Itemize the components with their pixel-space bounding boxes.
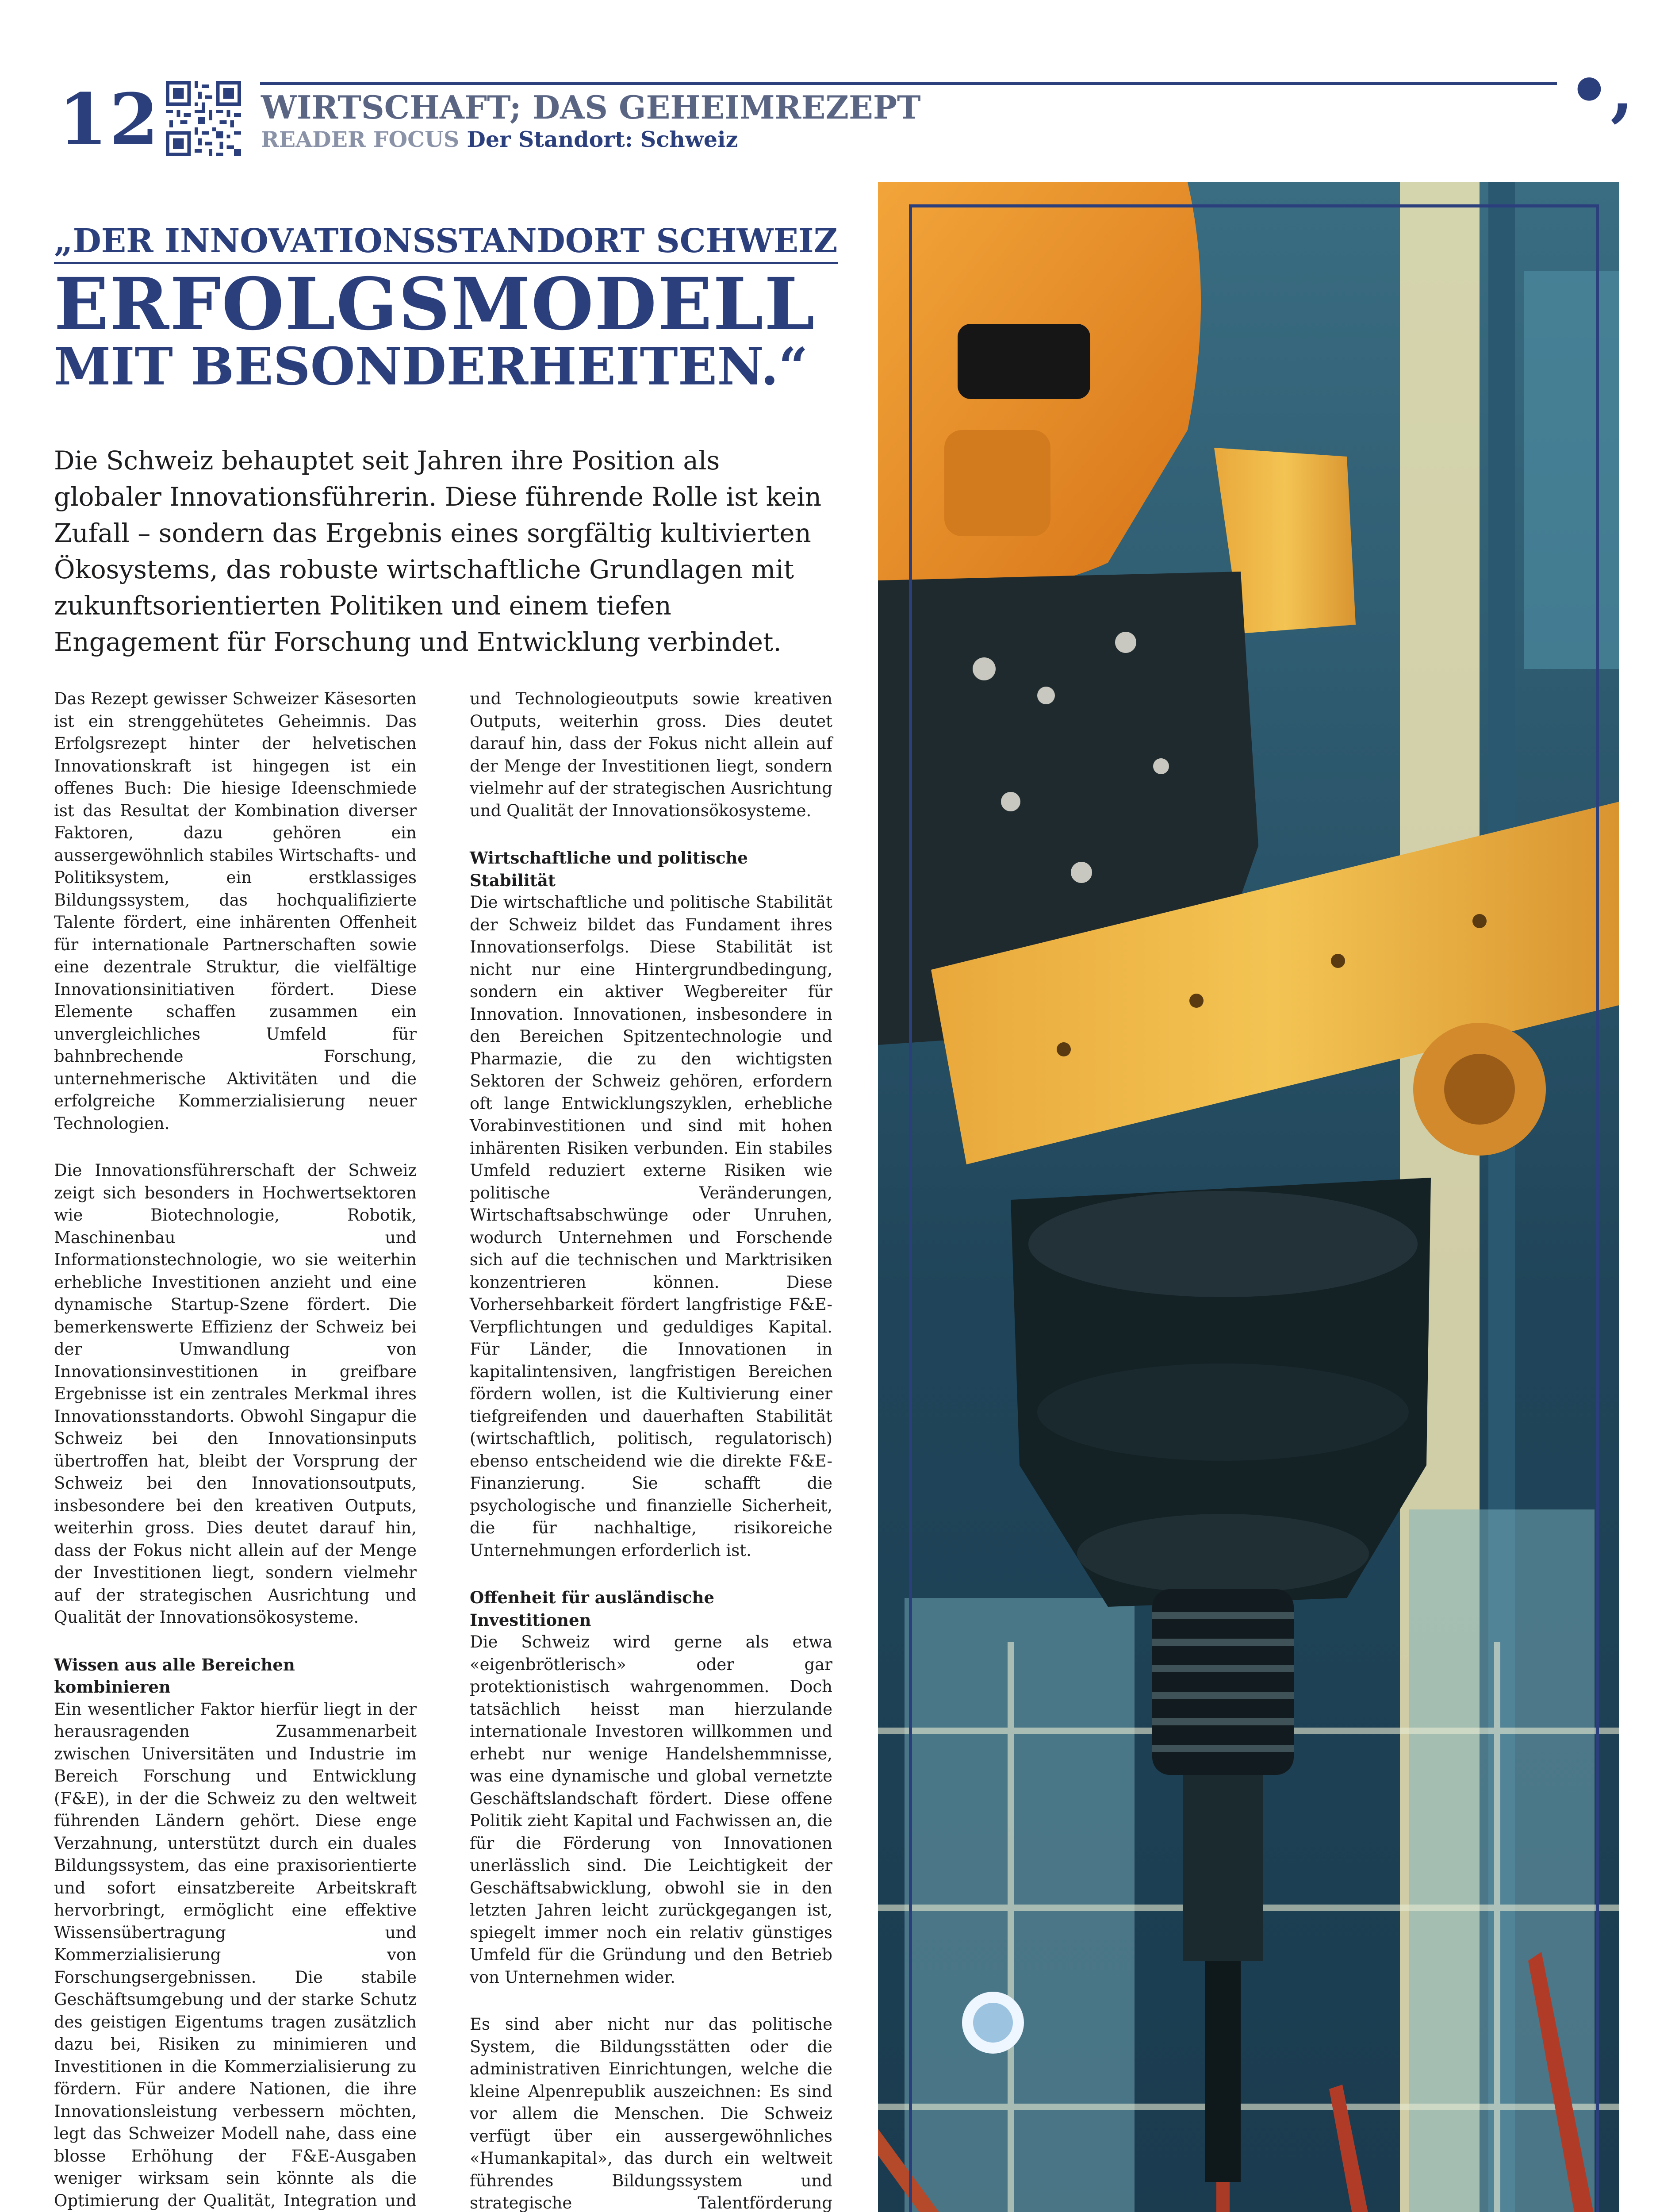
subheading: Offenheit für ausländische Investitionen [470, 1588, 715, 1630]
quote-mark-icon: •, [1568, 52, 1634, 130]
body-paragraph: Das Rezept gewisser Schweizer Käsesorten ist ein strenggehütetes Geheimnis. Das Erfolgsrezept hinter der helvetischen Innovationskraft ist hingegen ist ein offenes Buch: Die hiesige Ideenschmiede ist das Resultat der Kombination diverser Faktoren, dazu gehören ein aussergewöhnlich stabiles Wirtschafts- und Politiksystem, ein erstklassiges Bildungssystem, das hochqualifizierte Talente fördert, eine inhärenten Offenheit für internationale Partnerschaften sowie eine dezentrale Struktur, die vielfältige Innovationsinitiativen fördert. Diese Elemente schaffen zusammen ein unvergleichliches Umfeld für bahnbrechende Forschung, unternehmerische Aktivitäten und die erfolgreiche Kommerzialisierung neuer Technologien. [54, 689, 417, 1133]
subheading: Wirtschaftliche und politische Stabilität [470, 848, 748, 890]
subheading: Wissen aus alle Bereichen kombinieren [54, 1655, 295, 1697]
column-left [54, 688, 417, 2212]
body-paragraph: Es sind aber nicht nur das politische System, die Bildungsstätten oder die administrativen Einrichtungen, welche die kleine Alpenrepublik auszeichnen: Es sind vor allem die Menschen. Die Schweiz verfügt über ein aussergewöhnliches «Humankapital», das durch ein weltweit führendes Bildungssystem und strategische Talentförderung [470, 2015, 832, 2212]
headline-line-2: ERFOLGSMODELL [54, 262, 816, 347]
section-sub-topic: Der Standort: Schweiz [459, 127, 738, 152]
section-title: WIRTSCHAFT; DAS GEHEIMREZEPT [261, 88, 921, 126]
body-paragraph: Die wirtschaftliche und politische Stabilität der Schweiz bildet das Fundament ihres Innovationserfolgs. Diese Stabilität ist nicht nur eine Hintergrundbedingung, sondern ein aktiver Wegbereiter für Innovation. Innovationen, insbesondere in den Bereichen Spitzentechnologie und Pharmazie, die zu den wichtigsten Sektoren der Schweiz gehören, erfordern oft lange Entwicklungszyklen, erhebliche Vorabinvestitionen und sind mit hohen inhärenten Risiken verbunden. Ein stabiles Umfeld reduziert externe Risiken wie politische Veränderungen, Wirtschaftsabschwünge oder Unruhen, wodurch Unternehmen und Forschende sich auf die technischen und Marktrisiken konzentrieren können. Diese Vorhersehbarkeit fördert langfristige F&E-Verpflichtungen und geduldiges Kapital. Für Länder, die Innovationen in kapitalintensiven, langfristigen Bereichen fördern wollen, ist die Kultivierung einer tiefgreifenden und dauerhaften Stabilität (wirtschaftlich, politisch, regulatorisch) ebenso entscheidend wie die direkte F&E-Finanzierung. Sie schafft die psychologische und finanzielle Sicherheit, die für nachhaltige, risikoreiche Unternehmungen erforderlich ist. [470, 893, 832, 1560]
qr-code-icon [166, 81, 241, 156]
section-sub-label: READER FOCUS [261, 127, 460, 152]
section-subtitle [261, 128, 738, 151]
headline-line-3: MIT BESONDERHEITEN.“ [54, 337, 808, 397]
column-right [470, 688, 832, 2212]
body-paragraph: und Technologieoutputs sowie kreativen Outputs, weiterhin gross. Dies deutet darauf hin, dass der Fokus nicht allein auf der Menge der Investitionen liegt, sondern vielmehr auf der strategischen Ausrichtung und Qualität der Innovationsökosysteme. [470, 689, 832, 820]
headline-line-1: „DER INNOVATIONSSTANDORT SCHWEIZ [54, 223, 838, 264]
body-paragraph: Die Innovationsführerschaft der Schweiz zeigt sich besonders in Hochwertsektoren wie Biotechnologie, Robotik, Maschinenbau und Informationstechnologie, wo sie weiterhin erhebliche Investitionen anzieht und eine dynamische Startup-Szene fördert. Die bemerkenswerte Effizienz der Schweiz bei der Umwandlung von Innovationsinvestitionen in greifbare Ergebnisse ist ein zentrales Merkmal ihres Innovationsstandorts. Obwohl Singapur die Schweiz bei den Innovationsinputs übertroffen hat, bleibt der Vorsprung der Schweiz bei den Innovationsoutputs, insbesondere bei den kreativen Outputs, weiterhin gross. Dies deutet darauf hin, dass der Fokus nicht allein auf der Menge der Investitionen liegt, sondern vielmehr auf der strategischen Ausrichtung und Qualität der Innovationsökosysteme. [54, 1161, 417, 1627]
article-body [54, 688, 832, 2212]
body-paragraph: Die Schweiz wird gerne als etwa «eigenbrötlerisch» oder gar protektionistisch wahrgenommen. Doch tatsächlich heisst man hierzulande internationale Investoren willkommen und erhebt nur wenige Handelshemmnisse, was eine dynamische und global vernetzte Geschäftslandschaft fördert. Diese offene Politik zieht Kapital und Fachwissen an, die für die Förderung von Innovationen unerlässlich sind. Die Leichtigkeit der Geschäftsabwicklung, obwohl sie in den letzten Jahren leicht zurückgegangen ist, spiegelt immer noch ein relativ günstiges Umfeld für die Gründung und den Betrieb von Unternehmen wider. [470, 1632, 832, 1987]
body-paragraph: Ein wesentlicher Faktor hierfür liegt in der herausragenden Zusammenarbeit zwischen Universitäten und Industrie im Bereich Forschung und Entwicklung (F&E), in der die Schweiz zu den weltweit führenden Ländern gehört. Diese enge Verzahnung, unterstützt durch ein duales Bildungssystem, das eine praxisorientierte und sofort einsatzbereite Arbeitskraft hervorbringt, ermöglicht eine effektive Wissensübertragung und Kommerzialisierung von Forschungsergebnissen. Die stabile Geschäftsumgebung und der starke Schutz des geistigen Eigentums tragen zusätzlich dazu bei, Risiken zu minimieren und Investitionen in die Kommerzialisierung zu fördern. Für andere Nationen, die ihre Innovationsleistung verbessern möchten, legt das Schweizer Modell nahe, dass eine blosse Erhöhung der F&E-Ausgaben weniger wirksam sein könnte als die Optimierung der Qualität, Integration und [54, 1699, 417, 2210]
lead-paragraph: Die Schweiz behauptet seit Jahren ihre Position als globaler Innovationsführerin. Diese führende Rolle ist kein Zufall – sondern das Ergebnis eines sorgfältig kultivierten Ökosystems, das robuste wirtschaftliche Grundlagen mit zukunftsorientierten Politiken und einem tiefen Engagement für Forschung und Entwicklung verbindet. [54, 445, 822, 657]
headline [54, 222, 877, 397]
robot-arm-illustration [878, 182, 1619, 2212]
header-rule [260, 82, 1557, 85]
page-number: 12 [58, 78, 161, 161]
